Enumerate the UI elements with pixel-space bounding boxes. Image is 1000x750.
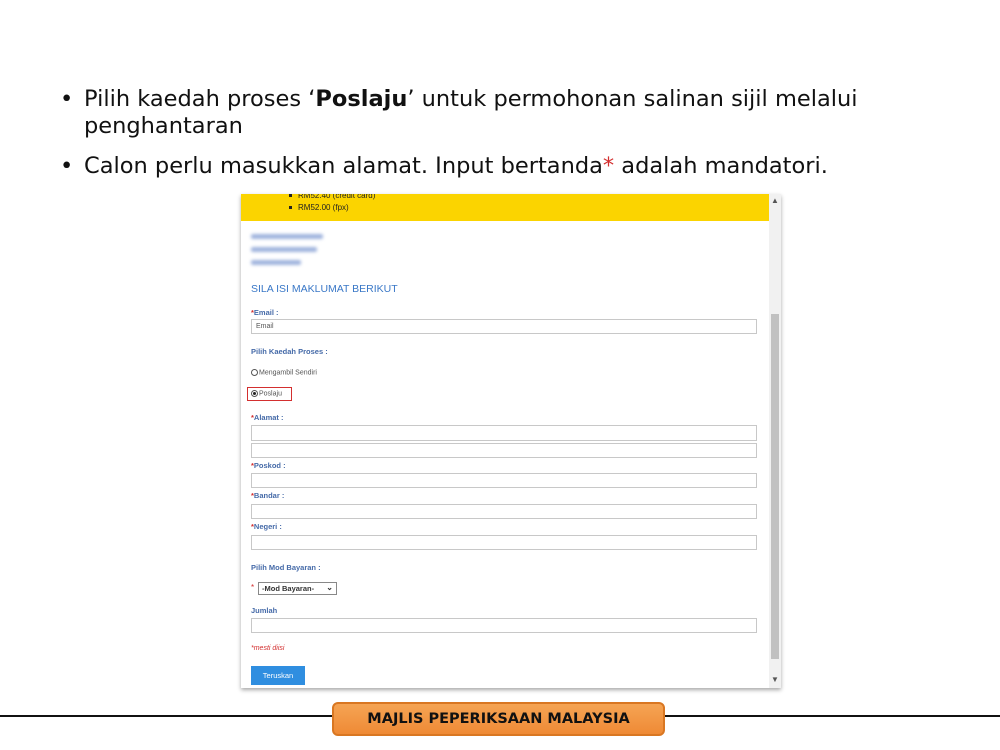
price-header bbox=[241, 194, 769, 221]
poskod-label: *Poskod : bbox=[251, 461, 286, 470]
blurred-info-line bbox=[251, 247, 317, 252]
radio-mengambil-sendiri[interactable]: Mengambil Sendiri bbox=[251, 369, 317, 376]
jumlah-input[interactable] bbox=[251, 618, 757, 633]
teruskan-button[interactable]: Teruskan bbox=[251, 666, 305, 685]
email-label: *Email : bbox=[251, 308, 279, 317]
price-option-fpx: RM52.00 (fpx) bbox=[289, 203, 349, 212]
bullet-bold-poslaju: Poslaju bbox=[315, 86, 408, 112]
blurred-info-line bbox=[251, 260, 301, 265]
bandar-label: *Bandar : bbox=[251, 491, 285, 500]
email-input[interactable]: Email bbox=[251, 319, 757, 334]
payment-required-mark: * bbox=[251, 583, 255, 592]
footer-rule-right bbox=[664, 715, 1000, 717]
footer-banner: MAJLIS PEPERIKSAAN MALAYSIA bbox=[332, 702, 665, 736]
blurred-info-line bbox=[251, 234, 323, 239]
negeri-label: *Negeri : bbox=[251, 522, 282, 531]
form-screenshot bbox=[241, 194, 781, 688]
scroll-down-icon[interactable]: ▼ bbox=[771, 675, 779, 684]
scrollbar-thumb[interactable] bbox=[771, 314, 779, 659]
alamat-label: *Alamat : bbox=[251, 413, 284, 422]
payment-label: Pilih Mod Bayaran : bbox=[251, 563, 321, 572]
mandatory-note: *mesti diisi bbox=[251, 645, 285, 652]
radio-poslaju[interactable]: Poslaju bbox=[251, 390, 282, 397]
payment-mode-select[interactable]: -Mod Bayaran- ⌄ bbox=[258, 582, 337, 595]
negeri-input[interactable] bbox=[251, 535, 757, 550]
scrollbar[interactable] bbox=[769, 194, 781, 688]
bullet-dot: • bbox=[60, 86, 74, 112]
footer-rule-left bbox=[0, 715, 334, 717]
bandar-input[interactable] bbox=[251, 504, 757, 519]
radio-unselected-icon bbox=[251, 369, 258, 376]
section-title: SILA ISI MAKLUMAT BERIKUT bbox=[251, 283, 398, 295]
instruction-bullets bbox=[60, 86, 960, 193]
alamat-input-line1[interactable] bbox=[251, 425, 757, 441]
jumlah-label: Jumlah bbox=[251, 606, 278, 615]
poskod-input[interactable] bbox=[251, 473, 757, 488]
alamat-input-line2[interactable] bbox=[251, 443, 757, 458]
process-label: Pilih Kaedah Proses : bbox=[251, 347, 328, 356]
poslaju-highlight-box bbox=[247, 387, 292, 401]
price-option-credit: RM52.40 (credit card) bbox=[289, 194, 375, 200]
scroll-up-icon[interactable]: ▲ bbox=[771, 196, 779, 205]
bullet-1: • Pilih kaedah proses ‘Poslaju’ untuk permohonan salinan sijil melalui penghantaran bbox=[60, 86, 858, 139]
required-asterisk: * bbox=[602, 153, 615, 179]
bullet-2: • Calon perlu masukkan alamat. Input bertanda* adalah mandatori. bbox=[60, 153, 828, 179]
bullet-dot: • bbox=[60, 153, 74, 179]
chevron-down-icon: ⌄ bbox=[326, 583, 333, 592]
